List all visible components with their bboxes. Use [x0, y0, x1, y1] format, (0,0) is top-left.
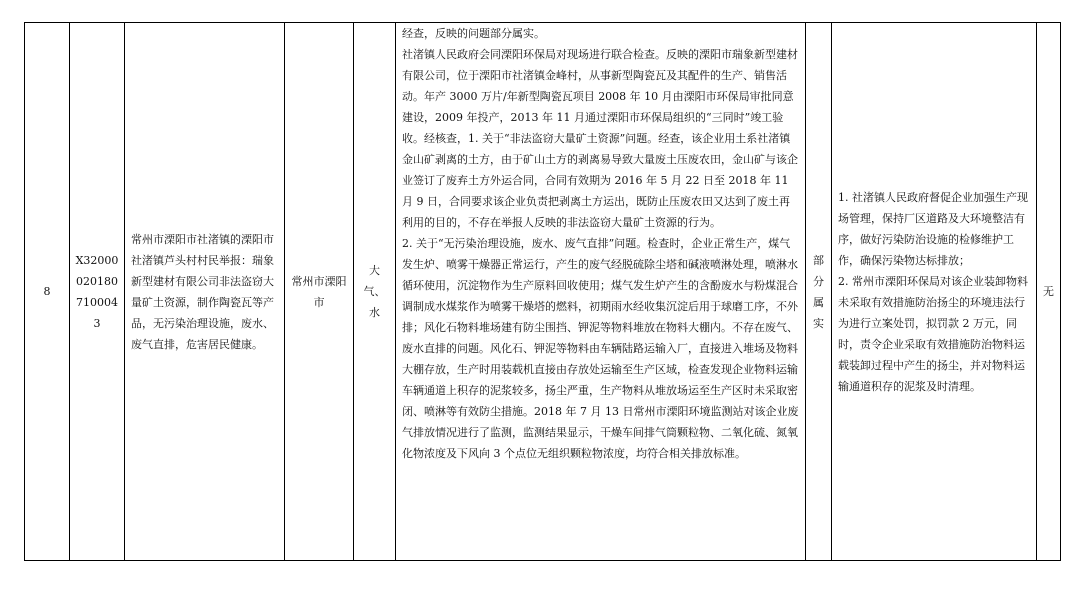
accountability-cell: [1037, 23, 1061, 561]
complaint-cell: [125, 23, 285, 561]
table-row: [25, 23, 1061, 561]
case-id: X32000 020180 710004 3: [75, 253, 119, 330]
accountability-text: 无: [1043, 285, 1054, 298]
handling-cell: [832, 23, 1037, 561]
location-cell: [285, 23, 354, 561]
location-text: 常州市溧阳市: [291, 274, 347, 309]
case-id-cell: [70, 23, 125, 561]
row-index: 8: [43, 285, 51, 298]
complaint-text: 常州市溧阳市社渚镇的溧阳市社渚镇芦头村村民举报：瑞象新型建材有限公司非法盗窃大量矿土资源，制作陶瓷瓦等产品，无污染治理设施，废水、废气直排，危害居民健康。: [131, 232, 274, 351]
investigation-cell: [396, 23, 806, 561]
pollution-type: 大 气、 水: [363, 264, 386, 319]
handling-text: 1. 社渚镇人民政府督促企业加强生产现场管理，保持厂区道路及大环境整洁有序，做好污染防治设施的检修维护工作，确保污染物达标排放； 2. 常州市溧阳环保局对该企业装卸物料未采取有效措施防治扬尘的环境违法行为进行立案处罚，拟罚款 2 万元，同时，责令企业采取有效措施防治物料运载装卸过程中产生的扬尘，并对物料运输通道积存的泥浆及时清理。: [838, 190, 1028, 393]
investigation-text: 经查，反映的问题部分属实。 社渚镇人民政府会同溧阳环保局对现场进行联合检查。反映的溧阳市瑞象新型建材有限公司，位于溧阳市社渚镇金峰村，从事新型陶瓷瓦及其配件的生产、销售活动。年产 3000 万片/年新型陶瓷瓦项目 2008 年 10 月由溧阳市环保局审批同意建设，2009 年投产，2013 年 11 月通过溧阳市环保局组织的“三同时”竣工验收。经核查，1. 关于“非法盗窃大量矿土资源”问题。经查，该企业用土系社渚镇金山矿剥离的土方，由于矿山土方的剥离易导致大量废土压废农田，金山矿与该企业签订了废弃土方外运合同，合同有效期为 2016 年 5 月 22 日至 2018 年 11 月 9 日，合同要求该企业负责把剥离土方运出，既防止压废农田又达到了废土再利用的目的，不存在举报人反映的非法盗窃大量矿土资源的行为。 2. 关于“无污染治理设施，废水、废气直排”问题。检查时，企业正常生产，煤气发生炉、喷雾干燥器正常运行，产生的废气经脱硫除尘塔和碱液喷淋处理，喷淋水循环使用，沉淀物作为生产原料回收使用；煤气发生炉产生的含酚废水与粉煤混合调制成水煤浆作为喷雾干燥塔的燃料，初期雨水经收集沉淀后用于球磨工序，不外排；风化石物料堆场建有防尘围挡、钾泥等物料堆放在物料大棚内。不存在废气、废水直排的问题。风化石、钾泥等物料由车辆陆路运输入厂，直接进入堆场及物料大棚存放，生产时用装载机直接由存放处运输至生产区域，检查发现企业物料运输车辆通道上积存的泥浆较多，扬尘严重，生产物料从堆放场运至生产区时未采取密闭、喷淋等有效防尘措施。2018 年 7 月 13 日常州市溧阳环境监测站对该企业废气排放情况进行了监测，监测结果显示，干燥车间排气筒颗粒物、二氧化硫、氮氧化物浓度及下风向 3 个点位无组织颗粒物浓度，均符合相关排放标准。: [402, 27, 799, 460]
pollution-type-cell: [354, 23, 396, 561]
verdict-text: 部分属实: [813, 253, 824, 330]
row-index-cell: [25, 23, 70, 561]
case-table: [24, 22, 1061, 561]
verdict-cell: [806, 23, 832, 561]
